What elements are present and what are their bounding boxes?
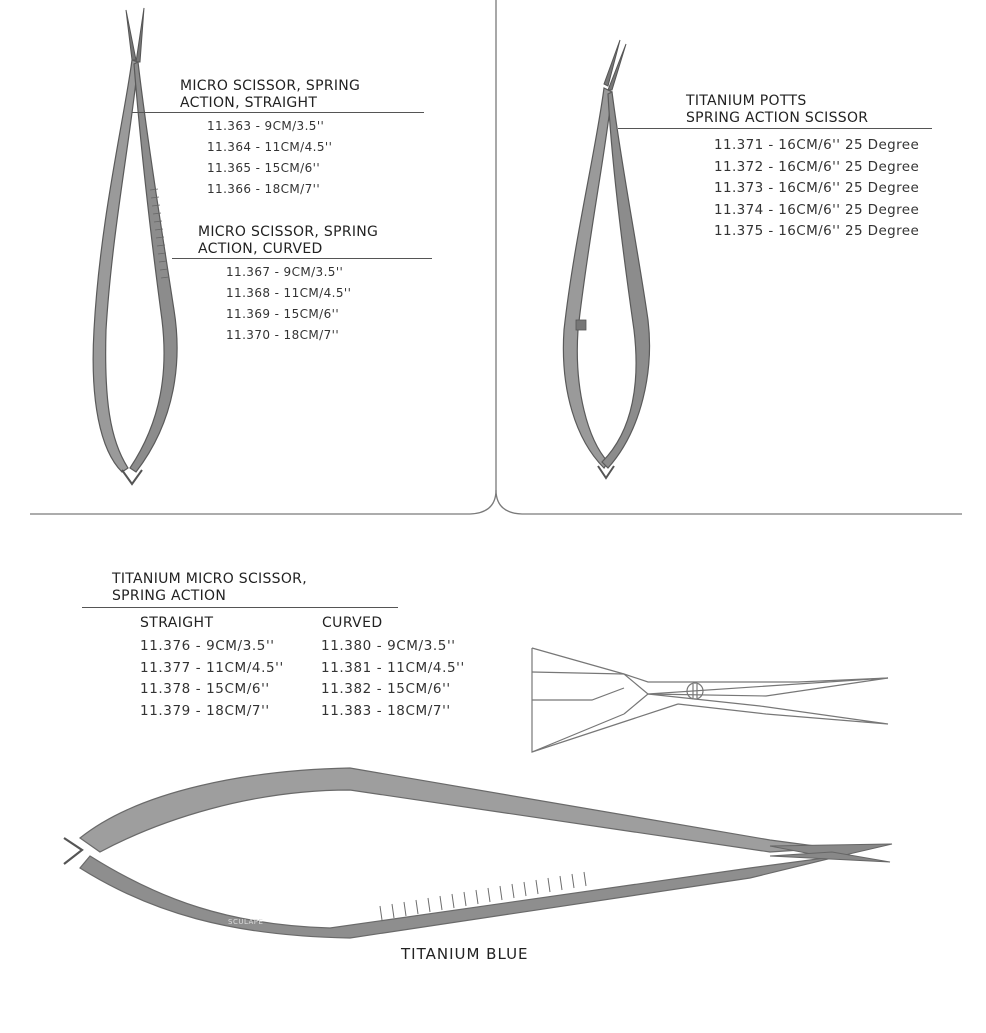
list-item: 11.373 - 16CM/6'' 25 Degree	[714, 180, 920, 196]
potts-rule	[618, 128, 932, 129]
straight-title	[180, 78, 360, 112]
list-item: 11.364 - 11CM/4.5''	[207, 140, 333, 154]
brand-engraving: SCULAPE	[228, 918, 264, 926]
curved-rule	[172, 258, 432, 259]
list-item: 11.379 - 18CM/7''	[140, 702, 270, 719]
titanium-title	[112, 571, 307, 605]
curved-title	[198, 224, 378, 258]
potts-item-list	[714, 135, 919, 243]
curved-item-list	[226, 262, 351, 346]
list-item: 11.372 - 16CM/6'' 25 Degree	[714, 158, 920, 175]
list-item: 11.368 - 11CM/4.5''	[226, 286, 352, 300]
straight-title-line2: ACTION, STRAIGHT	[180, 95, 318, 111]
potts-title-line2: SPRING ACTION SCISSOR	[686, 110, 869, 126]
list-item: 11.381 - 11CM/4.5''	[321, 659, 465, 676]
list-item: 11.367 - 9CM/3.5''	[226, 265, 344, 279]
titanium-title-line2: SPRING ACTION	[112, 588, 227, 604]
scissor-tip-line-drawing	[528, 644, 898, 764]
potts-title	[686, 93, 868, 127]
straight-rule	[132, 112, 424, 113]
list-item: 11.370 - 18CM/7''	[226, 328, 340, 342]
straight-column-heading: STRAIGHT	[140, 615, 214, 631]
titanium-title-line1: TITANIUM MICRO SCISSOR,	[112, 571, 307, 587]
list-item: 11.374 - 16CM/6'' 25 Degree	[714, 201, 920, 218]
list-item: 11.380 - 9CM/3.5''	[321, 638, 456, 654]
list-item: 11.375 - 16CM/6'' 25 Degree	[714, 223, 920, 239]
straight-title-line1: MICRO SCISSOR, SPRING	[180, 78, 361, 94]
list-item: 11.365 - 15CM/6''	[207, 161, 321, 175]
list-item: 11.366 - 18CM/7''	[207, 182, 321, 196]
list-item: 11.377 - 11CM/4.5''	[140, 659, 284, 676]
potts-scissor-image	[530, 0, 730, 500]
list-item: 11.376 - 9CM/3.5''	[140, 638, 275, 654]
list-item: 11.382 - 15CM/6''	[321, 681, 451, 697]
straight-item-list	[207, 116, 332, 200]
titanium-straight-list	[140, 636, 284, 722]
potts-title-line1: TITANIUM POTTS	[686, 93, 807, 109]
curved-column-heading: CURVED	[322, 615, 383, 631]
titanium-rule	[82, 607, 398, 608]
list-item: 11.371 - 16CM/6'' 25 Degree	[714, 137, 920, 153]
list-item: 11.383 - 18CM/7''	[321, 702, 451, 719]
list-item: 11.363 - 9CM/3.5''	[207, 119, 325, 133]
list-item: 11.369 - 15CM/6''	[226, 307, 340, 321]
titanium-curved-list	[321, 636, 465, 722]
titanium-blue-caption: TITANIUM BLUE	[401, 945, 529, 963]
list-item: 11.378 - 15CM/6''	[140, 681, 270, 697]
titanium-micro-scissor-image	[50, 760, 910, 960]
curved-title-line1: MICRO SCISSOR, SPRING	[198, 224, 379, 240]
curved-title-line2: ACTION, CURVED	[198, 241, 323, 257]
